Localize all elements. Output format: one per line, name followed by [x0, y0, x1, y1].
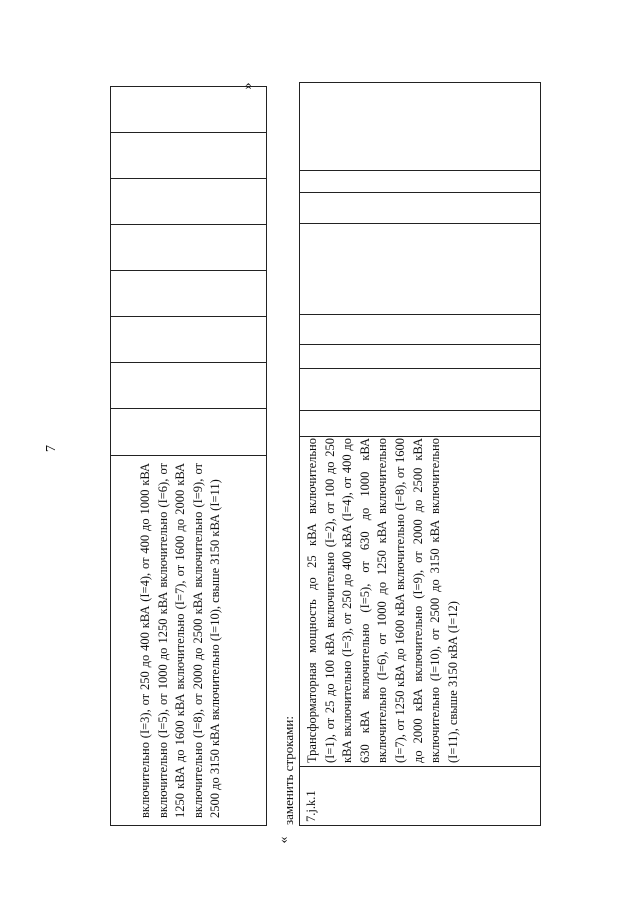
table-border: [299, 82, 541, 83]
column-separator: [110, 270, 267, 271]
table-border: [540, 82, 541, 826]
column-separator: [299, 766, 541, 767]
page-number: 7: [44, 445, 59, 452]
column-separator: [299, 314, 541, 315]
column-separator: [110, 178, 267, 179]
column-separator: [110, 455, 267, 456]
column-separator: [110, 316, 267, 317]
column-separator: [299, 344, 541, 345]
replace-instruction: заменить строками:: [281, 716, 296, 825]
column-separator: [110, 224, 267, 225]
closing-quote: »: [240, 82, 256, 90]
column-separator: [110, 408, 267, 409]
column-separator: [299, 223, 541, 224]
table-border: [299, 825, 541, 826]
column-separator: [110, 132, 267, 133]
column-separator: [299, 410, 541, 411]
column-separator: [299, 368, 541, 369]
table-border: [266, 86, 267, 826]
column-separator: [299, 436, 541, 437]
top-table-description: включительно (I=3), от 250 до 400 кВА (I=4), от 400 до 1000 кВА включительно (I=5), от 1000 до 1250 кВА включительно (I=6), от 1250 кВА до 1600 кВА включительно (I=7), от 1600 до 2000 кВА включительно (I=8), от 2000 до 2500 кВА включительно (I=9), от 2500 до 3150 кВА включительно (I=10), свыше 3150 кВА (I=11): [138, 463, 223, 818]
column-separator: [299, 192, 541, 193]
column-separator: [299, 170, 541, 171]
row-id: 7.j.k.1: [304, 790, 318, 822]
table-border: [110, 86, 111, 826]
column-separator: [110, 362, 267, 363]
table-border: [299, 82, 300, 826]
bottom-table-description: Трансформаторная мощность до 25 кВА включительно (I=1), от 25 до 100 кВА включительно (I=2), от 100 до 250 кВА включительно (I=3), от 250 до 400 кВА (I=4), от 400 до 630 кВА включительно (I=5), от 630 до 1000 кВА включительно (I=6), от 1000 до 1250 кВА включительно (I=7), от 1250 кВА до 1600 кВА включительно (I=8), от 1600 до 2000 кВА включительно (I=9), от 2000 до 2500 кВА включительно (I=10), от 2500 до 3150 кВА включительно (I=11), свыше 3150 кВА (I=12): [305, 438, 460, 763]
opening-quote: «: [276, 836, 292, 844]
table-border: [110, 825, 267, 826]
